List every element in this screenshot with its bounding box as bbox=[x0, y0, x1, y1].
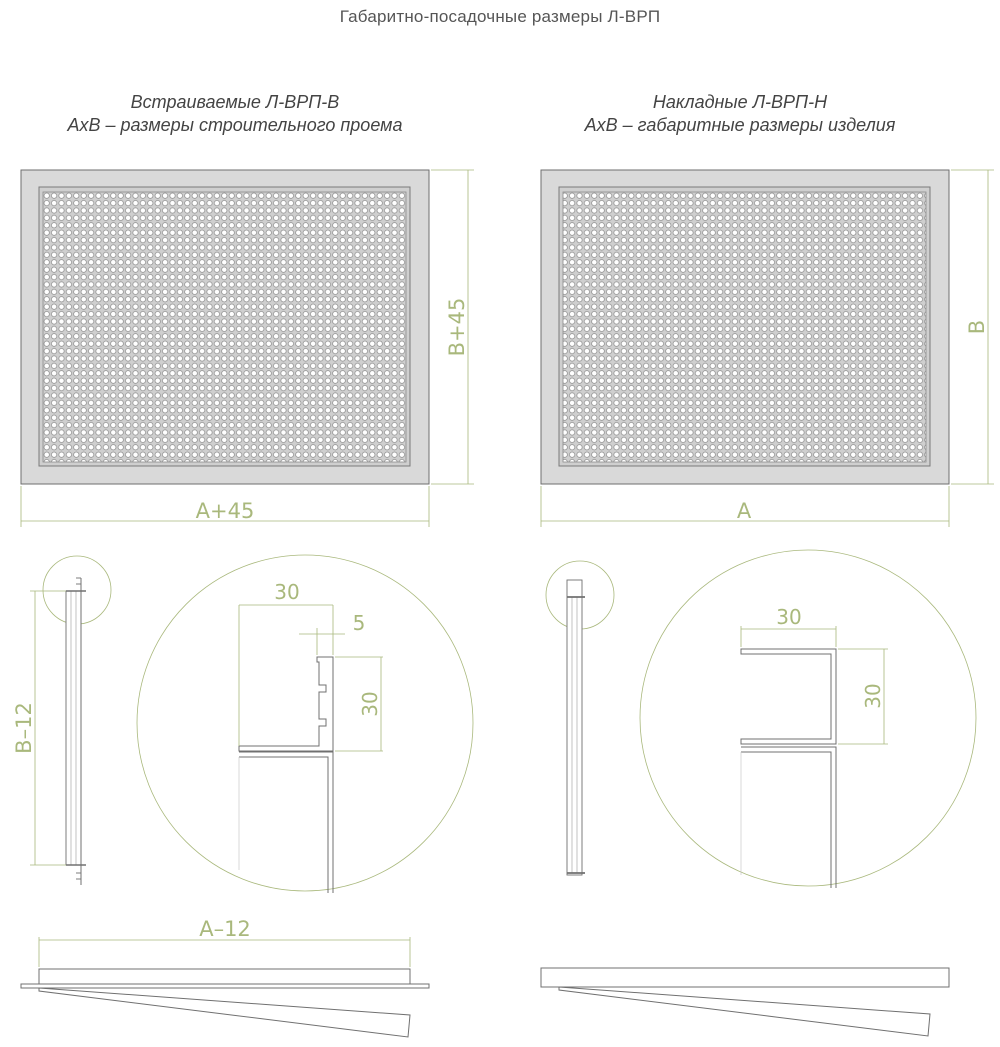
right-detail-depth-dim: 30 bbox=[861, 683, 885, 709]
right-height-dim-label: В bbox=[965, 319, 989, 335]
right-side-profile bbox=[567, 580, 582, 875]
right-bottom-grille bbox=[541, 968, 949, 987]
left-side-section bbox=[30, 556, 111, 885]
right-perforated-panel bbox=[563, 192, 926, 462]
left-caption-line2: АхВ – размеры строительного проема bbox=[67, 115, 403, 135]
right-profile-detail bbox=[640, 550, 976, 888]
left-profile-detail bbox=[137, 555, 473, 893]
left-detail-gap-dim: 5 bbox=[352, 611, 366, 635]
left-side-profile bbox=[66, 591, 81, 865]
left-detail-flange-dim: 30 bbox=[274, 580, 300, 604]
left-height-dim-label: В+45 bbox=[445, 297, 469, 357]
left-front-view bbox=[21, 170, 429, 484]
left-detail-circle bbox=[137, 555, 473, 891]
right-front-view bbox=[541, 170, 949, 484]
left-bottom-grille bbox=[39, 969, 410, 984]
left-open-panel bbox=[39, 988, 410, 1037]
right-side-section bbox=[546, 561, 614, 875]
right-bottom-view bbox=[541, 968, 949, 1036]
left-bottom-flange bbox=[21, 984, 429, 988]
right-caption-line1: Накладные Л-ВРП-Н bbox=[652, 92, 828, 112]
left-bottom-width-dim: А–12 bbox=[199, 917, 251, 941]
left-caption-line1: Встраиваемые Л-ВРП-В bbox=[130, 92, 340, 112]
page-title: Габаритно-посадочные размеры Л-ВРП bbox=[339, 7, 661, 26]
left-side-height-dim-label: В–12 bbox=[12, 702, 36, 754]
left-detail-depth-dim: 30 bbox=[358, 691, 382, 717]
left-bottom-view bbox=[21, 937, 429, 1037]
right-open-panel bbox=[559, 987, 930, 1036]
left-perforated-panel bbox=[43, 192, 406, 462]
right-width-dim-label: А bbox=[736, 499, 752, 523]
right-caption-line2: АхВ – габаритные размеры изделия bbox=[584, 115, 896, 135]
right-detail-flange-dim: 30 bbox=[776, 605, 802, 629]
left-width-dim-label: А+45 bbox=[195, 499, 255, 523]
right-detail-circle bbox=[640, 550, 976, 886]
right-profile-section bbox=[741, 649, 836, 744]
left-profile-section bbox=[239, 657, 333, 751]
